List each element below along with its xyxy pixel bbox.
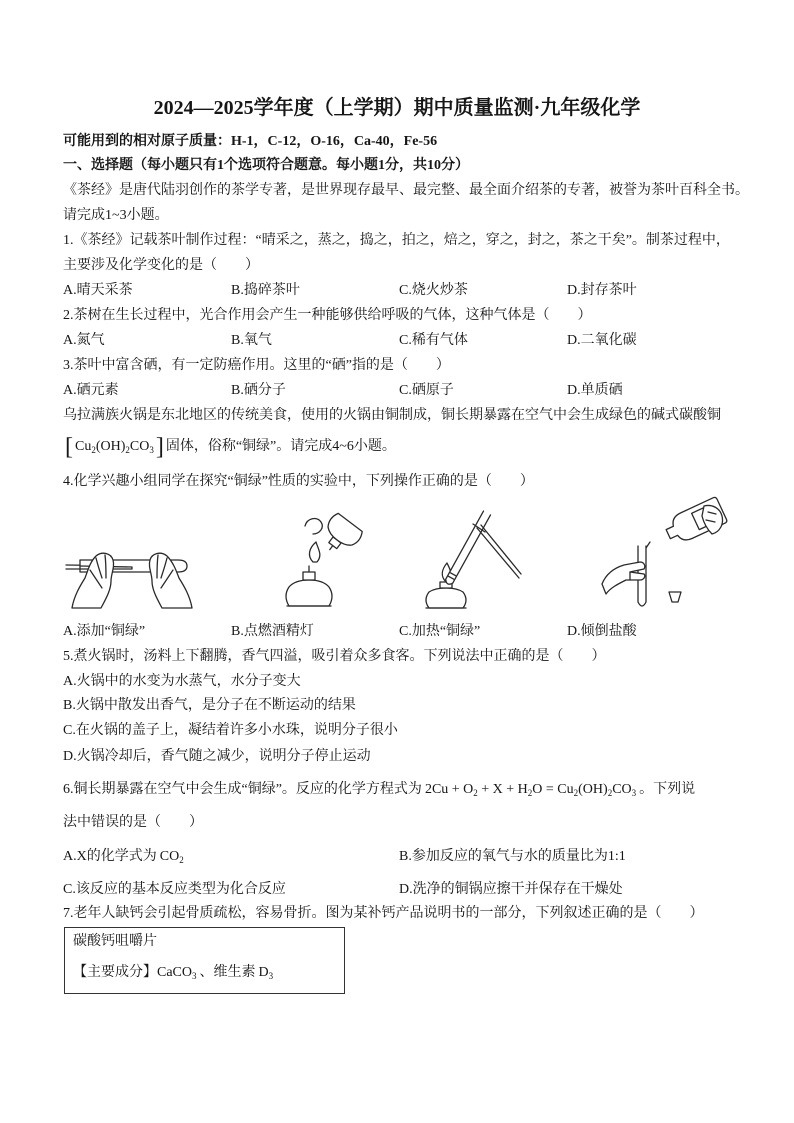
option-d[interactable]: D.倾倒盐酸 <box>567 624 637 639</box>
atomic-mass-note: 可能用到的相对原子质量：H-1，C-12，O-16，Ca-40，Fe-56 <box>63 134 438 149</box>
formula-text: 2Cu + O <box>424 782 474 797</box>
question-4-options <box>63 623 735 641</box>
formula-subscript: 2 <box>607 788 613 798</box>
light-alcohol-lamp-illustration <box>283 512 363 610</box>
left-hand <box>72 553 114 608</box>
option-a[interactable]: A.添加“铜绿” <box>63 624 146 639</box>
tilted-alcohol-lamp <box>316 512 364 560</box>
question-3-options <box>63 382 735 400</box>
formula-subscript: 2 <box>125 445 130 455</box>
formula-subscript: 2 <box>179 855 184 865</box>
question-7-stem: 7.老年人缺钙会引起骨质疏松，容易骨折。图为某补钙产品说明书的一部分，下列叙述正确的是（ ） <box>63 906 704 921</box>
bracket-open: [ <box>65 434 73 460</box>
formula-text: (OH) <box>95 439 126 454</box>
test-tube-clamp <box>473 524 521 578</box>
formula-subscript: 2 <box>91 445 96 455</box>
page-title: 2024—2025学年度（上学期）期中质量监测·九年级化学 <box>153 97 641 119</box>
option-d[interactable]: D.洗净的铜锅应擦干并保存在干燥处 <box>399 882 623 897</box>
option-b[interactable]: B.点燃酒精灯 <box>231 624 314 639</box>
question-1-stem-cont: 主要涉及化学变化的是（ ） <box>63 258 259 273</box>
ingredient-separator: 、维生素 <box>199 965 256 980</box>
option-d[interactable]: D.火锅冷却后，香气随之减少，说明分子停止运动 <box>63 749 371 764</box>
intro-hotpot-line1: 乌拉满族火锅是东北地区的传统美食，使用的火锅由铜制成，铜长期暴露在空气中会生成绿色的碱式碳酸铜 <box>63 408 721 423</box>
question-2-options <box>63 332 735 350</box>
formula-subscript: 2 <box>473 788 478 798</box>
formula-text: CO <box>612 782 632 797</box>
question-6-stem-tail: 。下列说 <box>639 782 696 797</box>
bracket-close: ] <box>155 434 164 460</box>
question-1-options <box>63 282 735 300</box>
product-label-box <box>64 927 345 994</box>
carbon-dioxide-formula <box>160 849 184 864</box>
question-6-stem <box>63 781 695 799</box>
question-5-stem: 5.煮火锅时，汤料上下翻腾，香气四溢，吸引着众多食客。下列说法中正确的是（ ） <box>63 649 606 664</box>
option-a[interactable]: A.火锅中的水变为水蒸气，水分子变大 <box>63 674 301 689</box>
option-a[interactable]: A.硒元素 <box>63 383 119 398</box>
ingredients-label: 【主要成分】 <box>73 965 157 980</box>
formula-text: D <box>258 965 269 980</box>
intro-hotpot-line2 <box>63 434 396 460</box>
option-a[interactable]: A.氮气 <box>63 333 105 348</box>
formula-text: (OH) <box>578 782 608 797</box>
lamp-cap <box>305 519 322 534</box>
option-c[interactable]: C.烧火炒茶 <box>399 283 468 298</box>
option-a[interactable] <box>63 848 399 866</box>
alcohol-lamp <box>426 582 466 608</box>
option-c[interactable]: C.在火锅的盖子上，凝结着许多小水珠，说明分子很小 <box>63 723 398 738</box>
question-3-stem: 3.茶叶中富含硒，有一定防癌作用。这里的“硒”指的是（ ） <box>63 358 450 373</box>
option-b[interactable]: B.氧气 <box>231 333 272 348</box>
basic-copper-carbonate-formula <box>75 439 154 454</box>
alcohol-lamp <box>286 566 332 606</box>
vitamin-d3-formula <box>259 965 274 980</box>
option-d[interactable]: D.封存茶叶 <box>567 283 637 298</box>
formula-text: + X + H <box>477 782 528 797</box>
formula-subscript: 3 <box>268 971 274 981</box>
question-6-options-row2 <box>63 881 735 899</box>
heat-test-tube-illustration <box>423 508 523 612</box>
question-6-options-row1 <box>63 848 735 866</box>
option-c[interactable]: C.加热“铜绿” <box>399 624 481 639</box>
main-ingredients <box>73 964 276 982</box>
option-b[interactable]: B.捣碎茶叶 <box>231 283 300 298</box>
option-b[interactable]: B.参加反应的氧气与水的质量比为1:1 <box>399 849 626 864</box>
formula-subscript: 2 <box>527 788 533 798</box>
chemical-equation <box>425 782 636 797</box>
formula-subscript: 3 <box>631 788 637 798</box>
calcium-carbonate-formula <box>157 965 197 980</box>
question-4-stem: 4.化学兴趣小组同学在探究“铜绿”性质的实验中，下列操作正确的是（ ） <box>63 474 534 489</box>
formula-text: Cu <box>75 439 92 454</box>
option-c[interactable]: C.硒原子 <box>399 383 454 398</box>
formula-subscript: 3 <box>149 445 154 455</box>
question-6-stem-text: 6.铜长期暴露在空气中会生成“铜绿”。反应的化学方程式为 <box>63 782 422 797</box>
formula-text: CaCO <box>157 965 192 980</box>
question-2-stem: 2.茶树在生长过程中，光合作用会产生一种能够供给呼吸的气体，这种气体是（ ） <box>63 308 592 323</box>
liquid-stream <box>646 542 650 548</box>
option-a-label: A.X的化学式为 <box>63 849 157 864</box>
formula-text: CO <box>129 439 150 454</box>
formula-text: CO <box>159 849 180 864</box>
intro-hotpot-rest: 固体，俗称“铜绿”。请完成4~6小题。 <box>165 439 396 454</box>
intro-tea-line2: 请完成1~3小题。 <box>63 208 169 223</box>
stopper <box>669 592 681 602</box>
product-name: 碳酸钙咀嚼片 <box>73 934 157 949</box>
question-1-stem: 1.《茶经》记载茶叶制作过程：“晴采之，蒸之，捣之，拍之，焙之，穿之，封之，茶之干矣”。制茶过程中， <box>63 233 730 248</box>
formula-subscript: 2 <box>573 788 579 798</box>
option-d[interactable]: D.单质硒 <box>567 383 623 398</box>
formula-subscript: 3 <box>192 971 197 981</box>
option-c[interactable]: C.稀有气体 <box>399 333 468 348</box>
add-powder-illustration <box>66 536 198 610</box>
intro-tea-line1: 《茶经》是唐代陆羽创作的茶学专著，是世界现存最早、最完整、最全面介绍茶的专著，被誉为茶叶百科全书。 <box>63 183 749 198</box>
test-tube <box>444 511 490 586</box>
question-6-stem-cont: 法中错误的是（ ） <box>63 815 203 830</box>
option-c[interactable]: C.该反应的基本反应类型为化合反应 <box>63 882 286 897</box>
option-b[interactable]: B.火锅中散发出香气，是分子在不断运动的结果 <box>63 698 356 713</box>
pour-liquid-illustration <box>600 502 724 612</box>
option-b[interactable]: B.硒分子 <box>231 383 286 398</box>
option-d[interactable]: D.二氧化碳 <box>567 333 637 348</box>
section-heading: 一、选择题（每小题只有1个选项符合题意。每小题1分，共10分） <box>63 158 469 173</box>
option-a[interactable]: A.晴天采茶 <box>63 283 133 298</box>
flame <box>309 542 319 562</box>
formula-text: O = Cu <box>532 782 574 797</box>
